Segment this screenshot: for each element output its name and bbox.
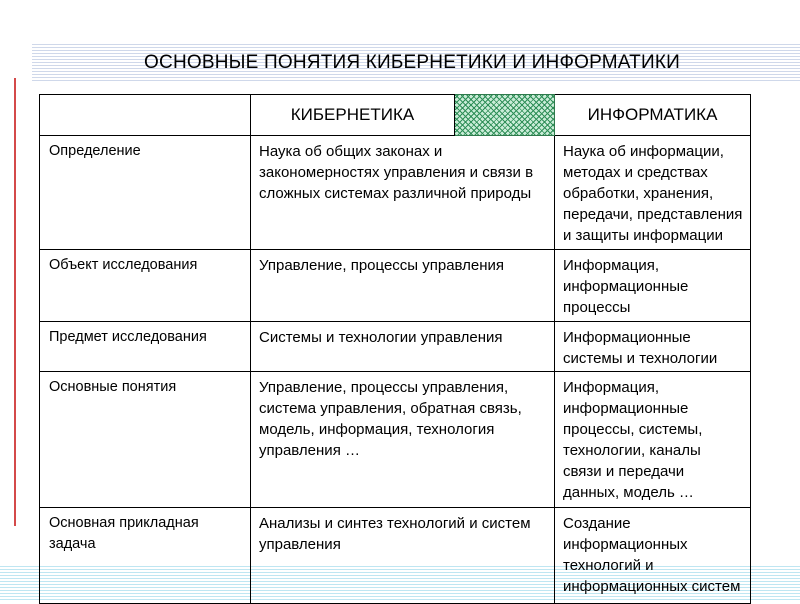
header-cybernetics: КИБЕРНЕТИКА	[251, 95, 455, 136]
red-vertical-rule	[14, 78, 16, 526]
cell-informatics-object: Информация, информационные процессы	[555, 250, 751, 322]
cell-informatics-applied-task: Создание информационных технологий и информационных систем	[555, 508, 751, 604]
row-label-definition: Определение	[40, 136, 251, 250]
table-row	[40, 508, 751, 604]
cell-cybernetics-concepts: Управление, процессы управления, система управления, обратная связь, модель, информация, технология управления …	[251, 372, 555, 508]
row-label-subject: Предмет исследования	[40, 322, 251, 372]
table-row	[40, 250, 751, 322]
cell-cybernetics-subject: Системы и технологии управления	[251, 322, 555, 372]
cell-cybernetics-object: Управление, процессы управления	[251, 250, 555, 322]
table-header-row	[40, 95, 751, 136]
slide-title: ОСНОВНЫЕ ПОНЯТИЯ КИБЕРНЕТИКИ И ИНФОРМАТИКИ	[144, 52, 680, 73]
header-hatch-swatch	[455, 95, 555, 136]
header-informatics: ИНФОРМАТИКА	[555, 95, 751, 136]
comparison-table	[39, 94, 751, 604]
table-row	[40, 372, 751, 508]
row-label-object: Объект исследования	[40, 250, 251, 322]
table-row	[40, 136, 751, 250]
row-label-applied-task: Основная прикладная задача	[40, 508, 251, 604]
table-row	[40, 322, 751, 372]
cell-informatics-definition: Наука об информации, методах и средствах обработки, хранения, передачи, представления и защиты информации	[555, 136, 751, 250]
cell-informatics-subject: Информационные системы и технологии	[555, 322, 751, 372]
cell-informatics-concepts: Информация, информационные процессы, системы, технологии, каналы связи и передачи данных, модель …	[555, 372, 751, 508]
cell-cybernetics-definition: Наука об общих законах и закономерностях управления и связи в сложных системах различной природы	[251, 136, 555, 250]
cell-cybernetics-applied-task: Анализы и синтез технологий и систем управления	[251, 508, 555, 604]
header-corner-cell	[40, 95, 251, 136]
row-label-concepts: Основные понятия	[40, 372, 251, 508]
